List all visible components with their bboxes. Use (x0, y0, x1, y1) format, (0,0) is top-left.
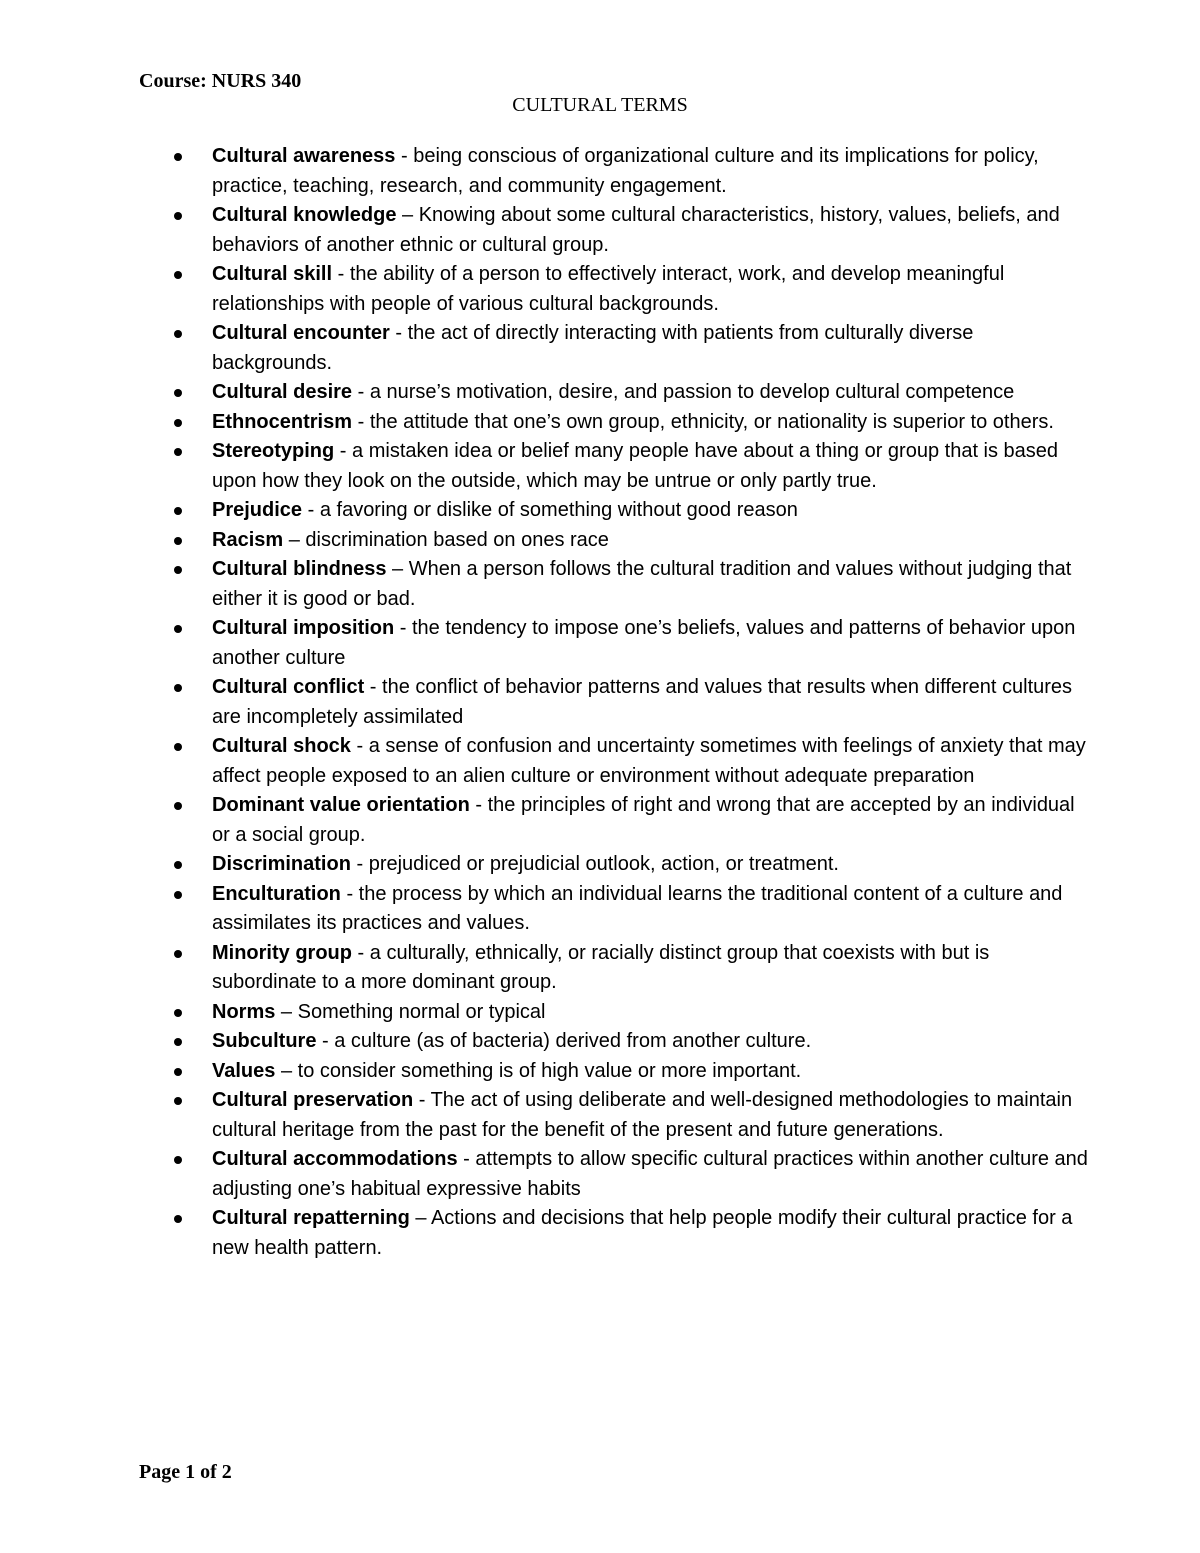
term-definition: the ability of a person to effectively interact, work, and develop meaningful relationships with people of various cultural backgrounds. (212, 263, 1005, 315)
term-definition: a sense of confusion and uncertainty sometimes with feelings of anxiety that may affect people exposed to an alien culture or environment without adequate preparation (212, 735, 1086, 787)
term-name: Cultural knowledge (212, 204, 397, 226)
bullet-icon (174, 1215, 182, 1223)
term-definition: the principles of right and wrong that are accepted by an individual or a social group. (212, 794, 1075, 846)
term-name: Cultural conflict (212, 676, 365, 698)
term-definition: the tendency to impose one’s beliefs, values and patterns of behavior upon another culture (212, 617, 1076, 669)
term-definition: discrimination based on ones race (305, 528, 609, 551)
term-definition: the attitude that one’s own group, ethnicity, or nationality is superior to others. (369, 410, 1054, 433)
term-separator: - (332, 263, 350, 285)
term-item (212, 319, 1092, 378)
bullet-icon (174, 1068, 182, 1076)
term-separator: – (275, 1059, 298, 1082)
term-item (212, 260, 1092, 319)
term-name: Cultural awareness (212, 145, 396, 167)
bullet-icon (174, 212, 182, 220)
term-separator: - (395, 145, 414, 167)
term-separator: - (413, 1089, 431, 1111)
term-separator: - (457, 1148, 476, 1170)
term-name: Ethnocentrism (212, 410, 353, 433)
bullet-icon (174, 950, 182, 958)
term-name: Cultural preservation (212, 1089, 414, 1111)
term-definition: Something normal or typical (297, 1000, 546, 1023)
term-item (212, 201, 1092, 260)
term-item (212, 526, 1092, 556)
term-separator: - (364, 676, 383, 698)
term-item (212, 1027, 1092, 1057)
term-definition: the act of directly interacting with patients from culturally diverse backgrounds. (212, 322, 974, 374)
term-name: Cultural encounter (212, 322, 390, 344)
term-definition: prejudiced or prejudicial outlook, action, or treatment. (368, 853, 839, 875)
term-name: Cultural shock (212, 735, 351, 757)
term-separator: - (352, 410, 370, 433)
term-separator: - (389, 322, 408, 344)
term-item (212, 614, 1092, 673)
term-name: Dominant value orientation (212, 794, 470, 816)
term-name: Values (212, 1059, 276, 1082)
term-item (212, 1086, 1092, 1145)
term-definition: a mistaken idea or belief many people have about a thing or group that is based upon how they look on the outside, which may be untrue or only partly true. (212, 440, 1059, 492)
term-separator: – (396, 204, 419, 226)
bullet-icon (174, 507, 182, 515)
bullet-icon (174, 1156, 182, 1164)
term-definition: a nurse’s motivation, desire, and passion to develop cultural competence (369, 381, 1015, 403)
term-definition: attempts to allow specific cultural practices within another culture and adjusting one’s habitual expressive habits (212, 1148, 1088, 1200)
bullet-icon (174, 448, 182, 456)
term-definition: being conscious of organizational culture and its implications for policy, practice, teaching, research, and community engagement. (212, 145, 1039, 197)
bullet-icon (174, 389, 182, 397)
bullet-icon (174, 537, 182, 545)
term-separator: – (283, 528, 306, 551)
term-separator: - (352, 381, 370, 403)
term-name: Racism (212, 528, 284, 551)
term-item (212, 1057, 1092, 1087)
term-separator: – (275, 1000, 298, 1023)
term-definition: a culture (as of bacteria) derived from another culture. (334, 1030, 812, 1052)
term-definition: When a person follows the cultural tradition and values without judging that either it is good or bad. (212, 558, 1072, 610)
term-item (212, 673, 1092, 732)
bullet-icon (174, 625, 182, 633)
term-name: Cultural repatterning (212, 1207, 410, 1229)
term-item (212, 378, 1092, 408)
term-separator: - (350, 853, 369, 875)
term-separator: - (469, 794, 488, 816)
page-number: Page 1 of 2 (139, 1461, 232, 1483)
term-item (212, 939, 1092, 998)
term-definition: the process by which an individual learns the traditional content of a culture and assimilates its practices and values. (212, 882, 1063, 934)
terms-list (212, 142, 1092, 1263)
term-separator: - (316, 1030, 335, 1052)
term-name: Minority group (212, 941, 352, 964)
term-name: Norms (212, 1000, 276, 1023)
bullet-icon (174, 271, 182, 279)
term-name: Subculture (212, 1030, 317, 1052)
term-item (212, 1145, 1092, 1204)
term-item (212, 142, 1092, 201)
term-definition: The act of using deliberate and well-designed methodologies to maintain cultural heritage from the past for the benefit of the present and future generations. (212, 1089, 1073, 1141)
term-item (212, 437, 1092, 496)
term-name: Cultural blindness (212, 558, 387, 580)
term-item (212, 1204, 1092, 1263)
bullet-icon (174, 330, 182, 338)
term-item (212, 850, 1092, 880)
bullet-icon (174, 684, 182, 692)
term-definition: a favoring or dislike of something without good reason (319, 499, 798, 521)
term-name: Prejudice (212, 499, 303, 521)
term-definition: a culturally, ethnically, or racially distinct group that coexists with but is subordinate to a more dominant group. (212, 941, 990, 993)
bullet-icon (174, 419, 182, 427)
bullet-icon (174, 153, 182, 161)
bullet-icon (174, 1097, 182, 1105)
bullet-icon (174, 802, 182, 810)
course-label: Course: NURS 340 (139, 70, 302, 92)
bullet-icon (174, 1009, 182, 1017)
term-separator: - (394, 617, 412, 639)
bullet-icon (174, 1038, 182, 1046)
bullet-icon (174, 891, 182, 899)
term-separator: - (302, 499, 320, 521)
term-item (212, 880, 1092, 939)
term-separator: - (351, 941, 370, 964)
term-separator: - (340, 882, 359, 905)
term-definition: the conflict of behavior patterns and values that results when different cultures are incompletely assimilated (212, 676, 1073, 728)
term-name: Cultural imposition (212, 617, 395, 639)
term-name: Cultural accommodations (212, 1148, 458, 1170)
bullet-icon (174, 861, 182, 869)
term-definition: Knowing about some cultural characteristics, history, values, beliefs, and behaviors of another ethnic or cultural group. (212, 204, 1060, 256)
term-name: Discrimination (212, 853, 351, 875)
term-separator: - (334, 440, 353, 462)
term-definition: Actions and decisions that help people modify their cultural practice for a new health pattern. (212, 1207, 1073, 1259)
term-name: Stereotyping (212, 440, 335, 462)
term-name: Cultural desire (212, 381, 353, 403)
term-name: Enculturation (212, 882, 341, 905)
term-item (212, 555, 1092, 614)
bullet-icon (174, 743, 182, 751)
term-separator: - (350, 735, 369, 757)
term-item (212, 791, 1092, 850)
term-item (212, 998, 1092, 1028)
document-title: CULTURAL TERMS (512, 94, 688, 116)
term-item (212, 408, 1092, 438)
bullet-icon (174, 566, 182, 574)
term-name: Cultural skill (212, 263, 333, 285)
term-separator: – (386, 558, 409, 580)
term-item (212, 732, 1092, 791)
term-item (212, 496, 1092, 526)
term-separator: – (409, 1207, 431, 1229)
term-definition: to consider something is of high value or more important. (297, 1059, 802, 1082)
